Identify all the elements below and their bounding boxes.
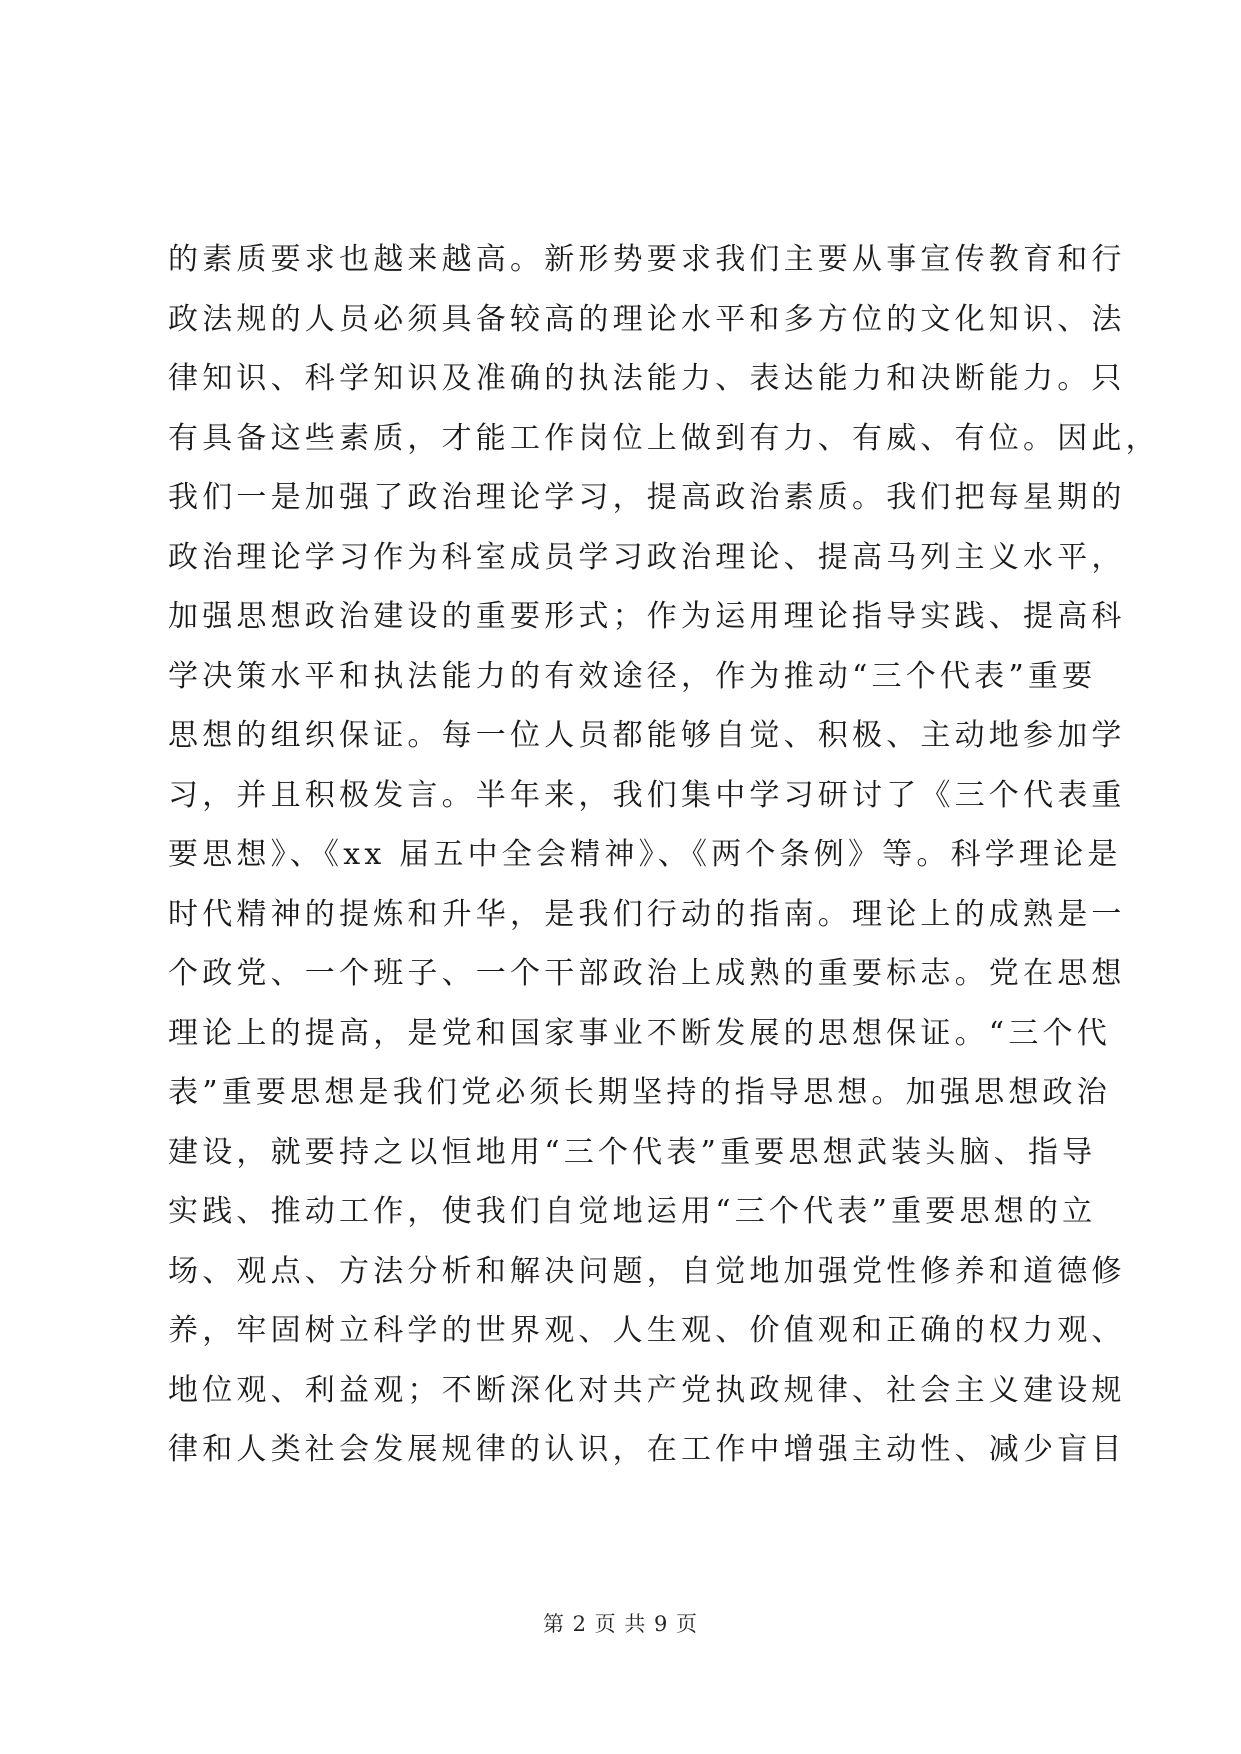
text-line: 建设，就要持之以恒地用“三个代表”重要思想武装头脑、指导 bbox=[168, 1134, 1097, 1170]
text-line: 政治理论学习作为科室成员学习政治理论、提高马列主义水平， bbox=[168, 539, 1126, 575]
text-line: 有具备这些素质，才能工作岗位上做到有力、有威、有位。因此， bbox=[168, 420, 1160, 456]
text-line: 理论上的提高，是党和国家事业不断发展的思想保证。“三个代 bbox=[168, 1015, 1111, 1051]
text-line: 律知识、科学知识及准确的执法能力、表达能力和决断能力。只 bbox=[168, 361, 1126, 396]
page-footer bbox=[0, 1608, 1241, 1638]
text-line: 的素质要求也越来越高。新形势要求我们主要从事宣传教育和行 bbox=[168, 242, 1126, 277]
text-line: 要思想》、《xx 届五中全会精神》、《两个条例》等。科学理论是 bbox=[168, 837, 1122, 872]
text-line: 学决策水平和执法能力的有效途径，作为推动“三个代表”重要 bbox=[168, 658, 1097, 694]
text-line: 养，牢固树立科学的世界观、人生观、价值观和正确的权力观、 bbox=[168, 1313, 1126, 1348]
text-line: 表”重要思想是我们党必须长期坚持的指导思想。加强思想政治 bbox=[168, 1075, 1111, 1110]
text-line: 个政党、一个班子、一个干部政治上成熟的重要标志。党在思想 bbox=[168, 956, 1126, 991]
text-line: 场、观点、方法分析和解决问题，自觉地加强党性修养和道德修 bbox=[168, 1253, 1126, 1289]
page-number: 第 2 页 共 9 页 bbox=[542, 1612, 699, 1636]
text-line: 政法规的人员必须具备较高的理论水平和多方位的文化知识、法 bbox=[168, 301, 1126, 337]
text-line: 时代精神的提炼和升华，是我们行动的指南。理论上的成熟是一 bbox=[168, 896, 1126, 932]
text-line: 实践、推动工作，使我们自觉地运用“三个代表”重要思想的立 bbox=[168, 1194, 1097, 1229]
text-line: 思想的组织保证。每一位人员都能够自觉、积极、主动地参加学 bbox=[168, 718, 1126, 753]
text-line: 我们一是加强了政治理论学习，提高政治素质。我们把每星期的 bbox=[168, 480, 1126, 515]
text-line: 地位观、利益观；不断深化对共产党执政规律、社会主义建设规 bbox=[168, 1372, 1126, 1408]
text-line: 加强思想政治建设的重要形式；作为运用理论指导实践、提高科 bbox=[168, 599, 1126, 634]
text-line: 习，并且积极发言。半年来，我们集中学习研讨了《三个代表重 bbox=[168, 777, 1126, 813]
text-line: 律和人类社会发展规律的认识，在工作中增强主动性、减少盲目 bbox=[168, 1432, 1126, 1467]
body-text bbox=[168, 230, 1160, 1480]
